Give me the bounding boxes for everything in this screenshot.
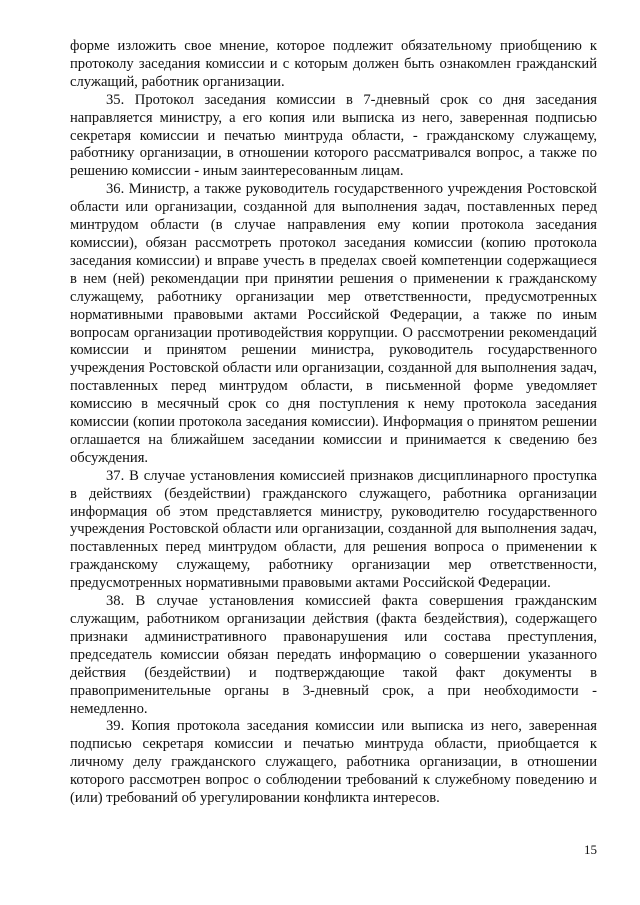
page-number: 15 bbox=[584, 842, 597, 857]
paragraph-37: 37. В случае установления комиссией признаков дисциплинарного проступка в действиях (бездействии) гражданского служащего, работника организации информация об этом представляется министру, руководителю государственного учреждения Ростовской области или организации, созданной для выполнения задач, поставленных перед минтрудом области, для решения вопроса о применении к гражданскому служащему, работнику организации мер ответственности, предусмотренных нормативными правовыми актами Российской Федерации. bbox=[70, 467, 597, 592]
paragraph-38: 38. В случае установления комиссией факта совершения гражданским служащим, работником организации действия (факта бездействия), содержащего признаки административного правонарушения или состава преступления, председатель комиссии обязан передать информацию о совершении указанного действия (бездействии) и подтверждающие такой факт документы в правоприменительные органы в 3-дневный срок, а при необходимости - немедленно. bbox=[70, 593, 597, 717]
paragraph-35: 35. Протокол заседания комиссии в 7-дневный срок со дня заседания направляется министру, а его копия или выписка из него, заверенная подписью секретаря комиссии и печатью минтруда области, - гражданскому служащему, работнику организации, в отношении которого рассматривался вопрос, а также по решению комиссии - иным заинтересованным лицам. bbox=[70, 91, 597, 180]
document-body bbox=[70, 38, 597, 808]
paragraph-39: 39. Копия протокола заседания комиссии или выписка из него, заверенная подписью секретаря комиссии и печатью минтруда области, приобщается к личному делу гражданского служащего, работника организации, в отношении которого рассмотрен вопрос о соблюдении требований к служебному поведению и (или) требований об урегулировании конфликта интересов. bbox=[70, 718, 597, 807]
paragraph-36: 36. Министр, а также руководитель государственного учреждения Ростовской области или организации, созданной для выполнения задач, поставленных перед минтрудом области (в случае направления ему копии протокола заседания комиссии), обязан рассмотреть протокол заседания комиссии (копию протокола заседания комиссии) и вправе учесть в пределах своей компетенции содержащиеся в нем (ней) рекомендации при принятии решения о применении к гражданскому служащему, работнику организации мер ответственности, предусмотренных нормативными правовыми актами Российской Федерации, а также по иным вопросам организации противодействия коррупции. О рассмотрении рекомендаций комиссии и принятом решении министра, руководитель государственного учреждения Ростовской области или организации, созданной для выполнения задач, поставленных перед минтрудом области, в письменной форме уведомляет комиссию в месячный срок со дня поступления к нему протокола заседания комиссии (копии протокола заседания комиссии). Информация о принятом решении оглашается на ближайшем заседании комиссии и принимается к сведению без обсуждения. bbox=[70, 181, 597, 466]
paragraph-continuation: форме изложить свое мнение, которое подлежит обязательному приобщению к протоколу заседания комиссии и с которым должен быть ознакомлен гражданский служащий, работник организации. bbox=[70, 38, 597, 90]
